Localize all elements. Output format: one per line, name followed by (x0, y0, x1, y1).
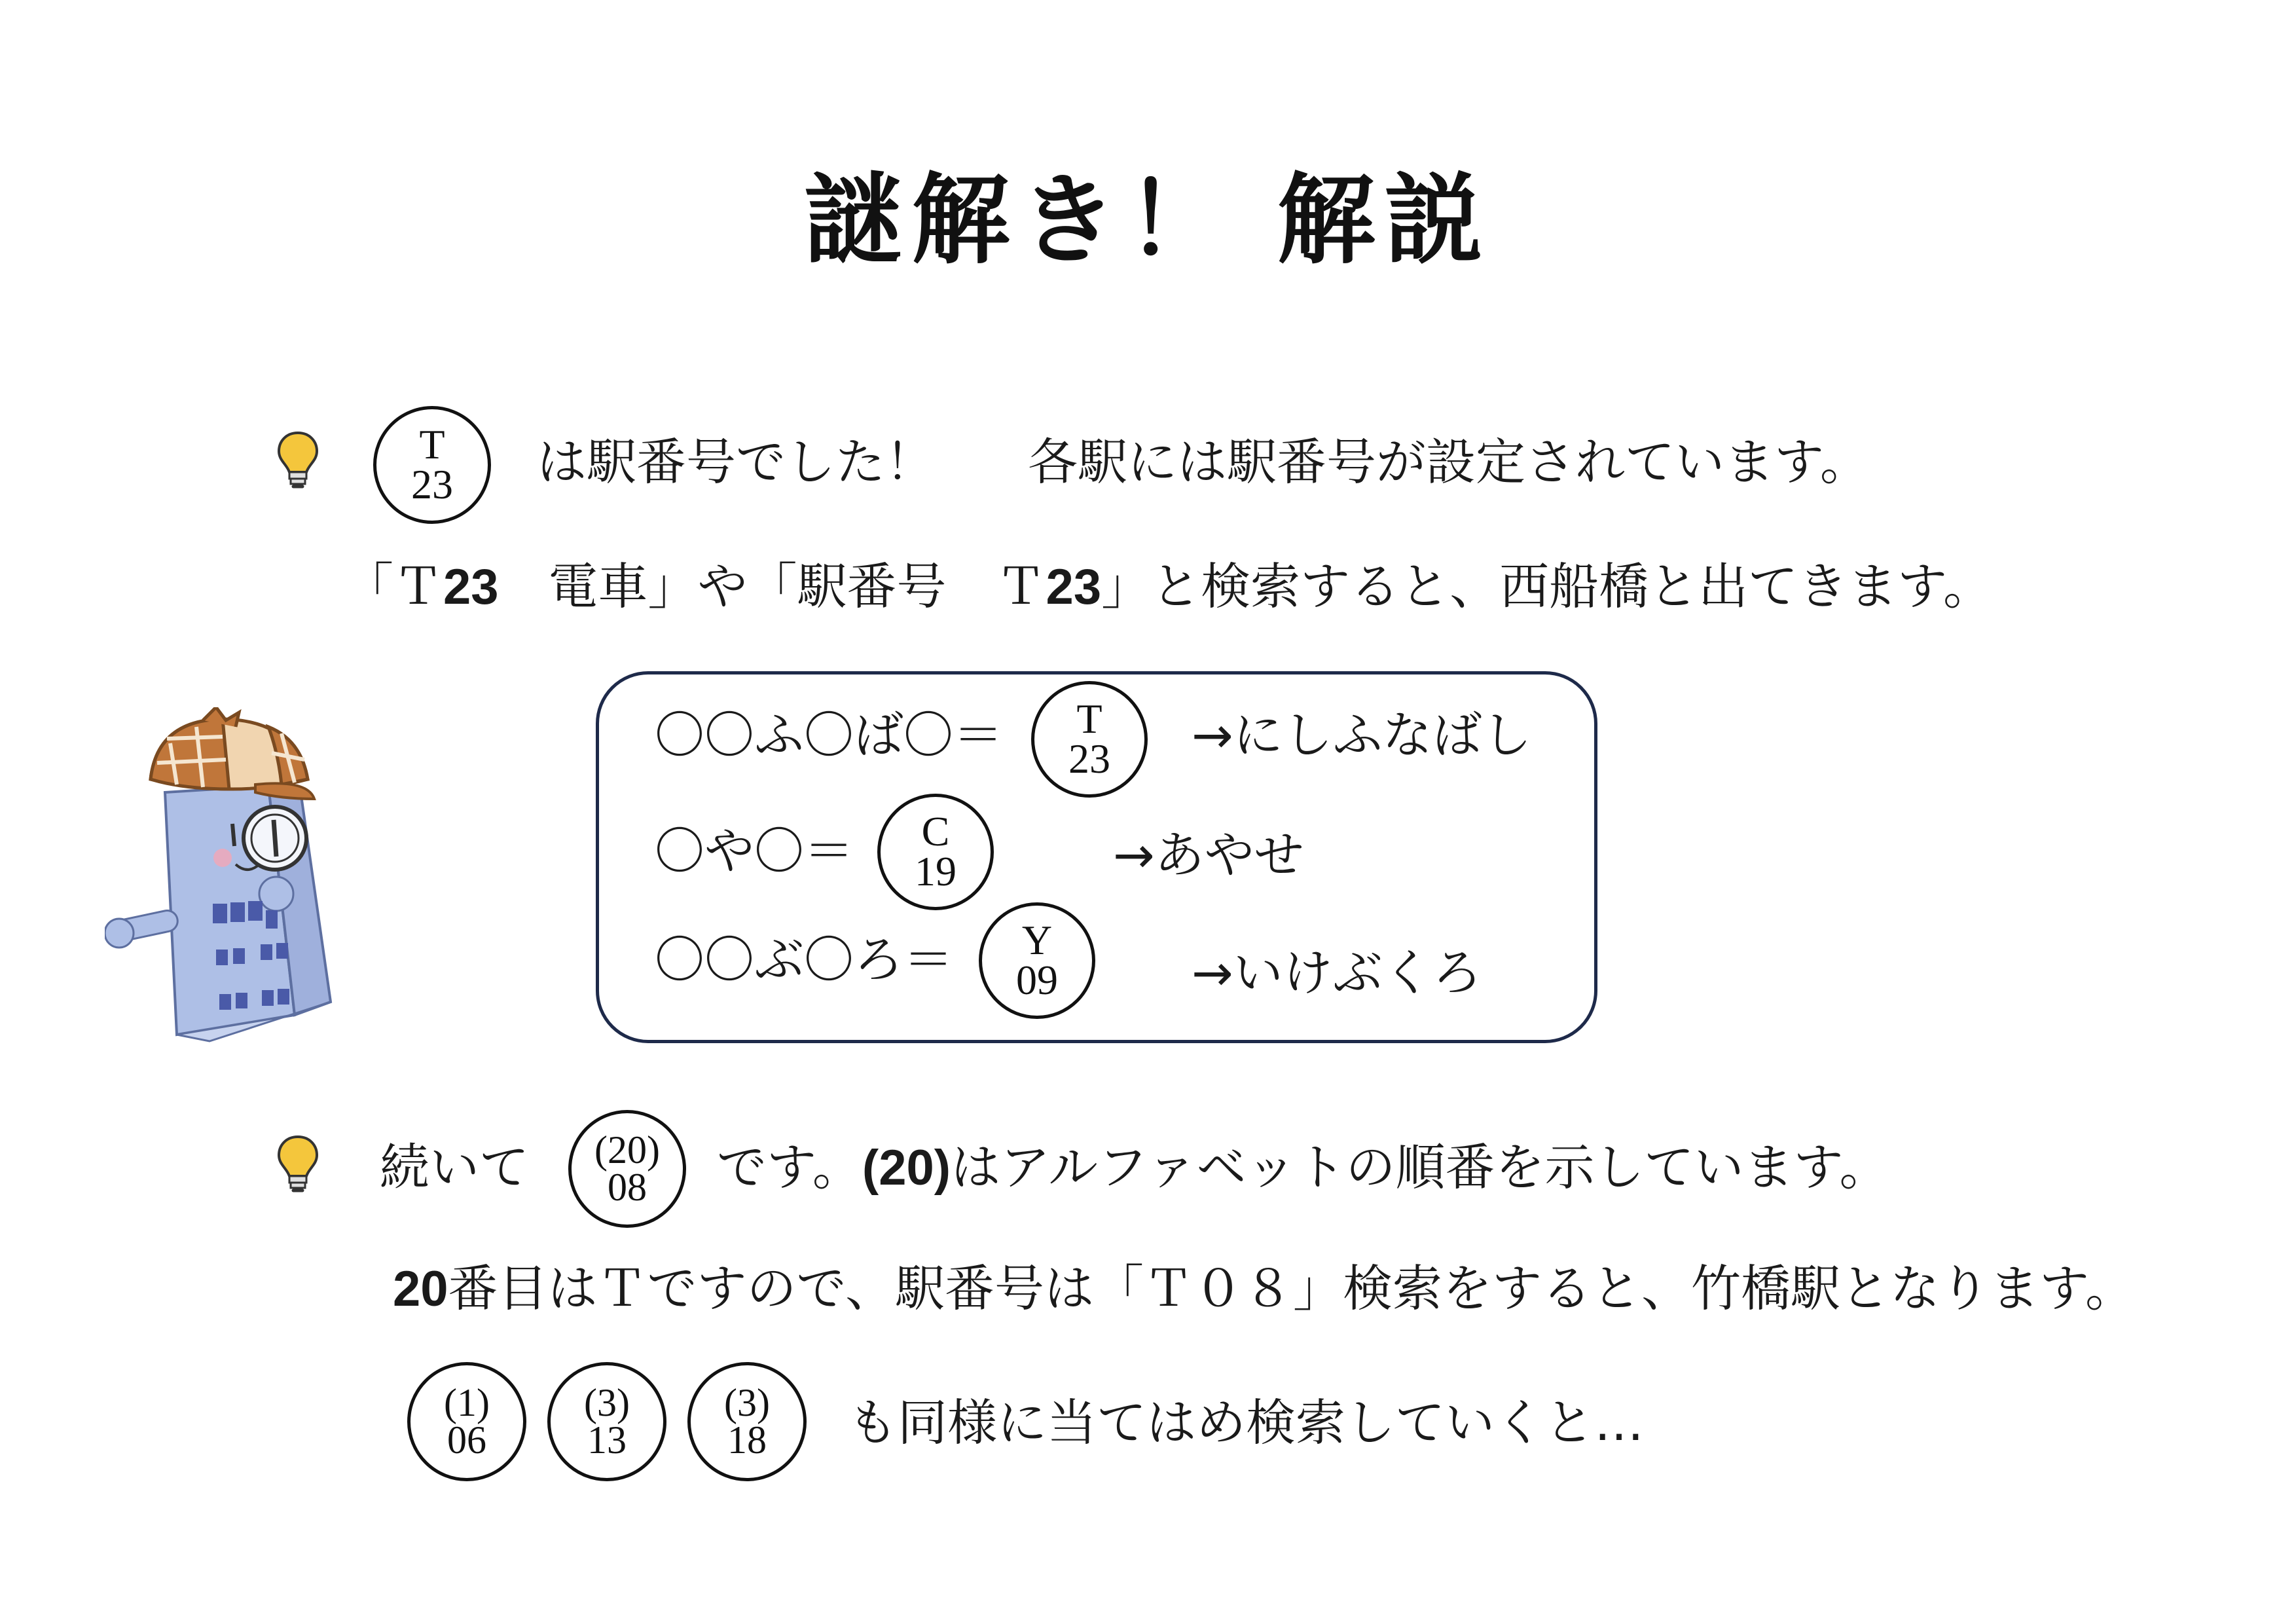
answer-row-3: →いけぶくろ (1192, 944, 1482, 1002)
puzzle-row-3: 〇〇ぶ〇ろ＝ (655, 931, 953, 989)
section2-line2: 20番目はＴですので、駅番号は「Ｔ０８」検索をすると、竹橋駅となります。 (393, 1259, 2135, 1318)
lightbulb-icon (275, 429, 321, 494)
answer-row-1: →にしふなばし (1192, 706, 1532, 764)
section2-text-b: です。(20)はアルファベットの順番を示しています。 (717, 1138, 1889, 1196)
section1-text-a: は駅番号でした！ (537, 433, 935, 491)
answer-row-2: →あやせ (1113, 826, 1304, 884)
section2-text-a: 続いて (380, 1138, 529, 1196)
station-number-badge: (3) 18 (687, 1362, 807, 1481)
puzzle-row-1: 〇〇ふ〇ば〇＝ (655, 706, 1003, 764)
station-number-badge: (3) 13 (547, 1362, 666, 1481)
section2-line3: も同様に当てはめ検索していくと… (848, 1393, 1644, 1452)
section1-line2: 「Ｔ23 電車」や「駅番号 Ｔ23」と検索すると、西船橋と出てきます。 (344, 557, 1994, 616)
station-number-badge: Y 09 (979, 902, 1095, 1019)
station-number-badge: T 23 (373, 406, 491, 524)
station-number-badge: C 19 (877, 794, 994, 910)
page-title: 謎解き！ 解説 (804, 164, 1492, 278)
detective-character-icon (105, 707, 367, 1074)
station-number-badge: (20) 08 (568, 1110, 686, 1228)
station-number-badge: T 23 (1031, 681, 1148, 798)
puzzle-row-2: 〇や〇＝ (655, 822, 854, 880)
section1-text-b: 各駅には駅番号が設定されています。 (1028, 433, 1870, 491)
lightbulb-icon (275, 1133, 321, 1198)
station-number-badge: (1) 06 (407, 1362, 526, 1481)
